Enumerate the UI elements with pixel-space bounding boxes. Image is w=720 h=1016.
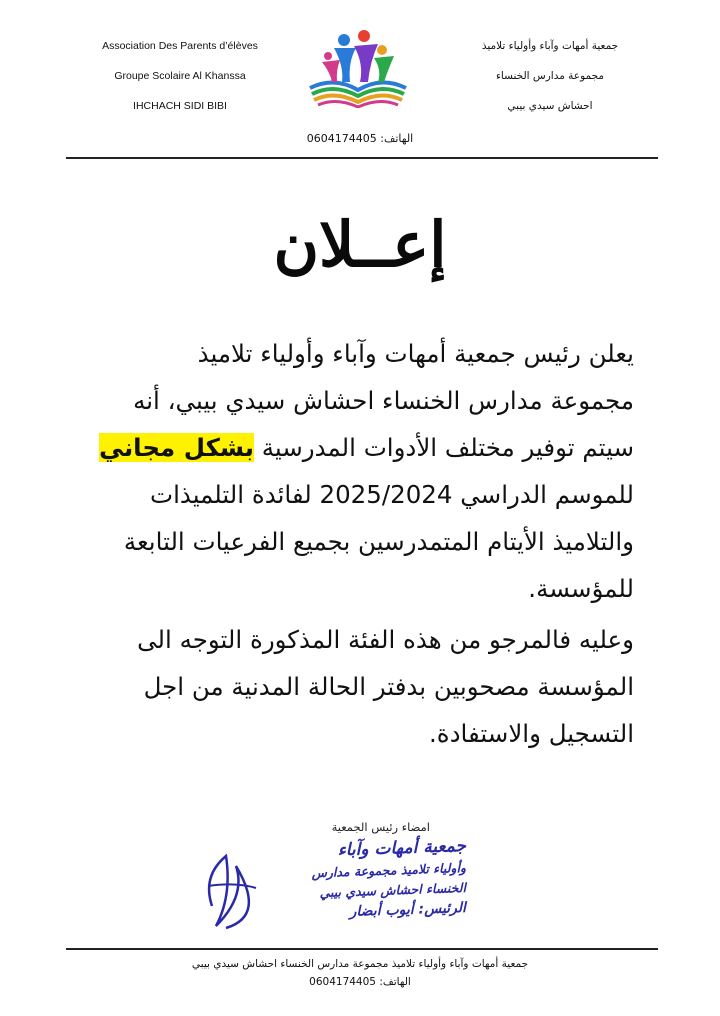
announcement-line: للمؤسسة. [528, 574, 634, 603]
stamp-line: الرئيس: أيوب أبضار [349, 899, 467, 921]
announcement-title: إعــلان [273, 208, 447, 281]
instructions-line: المؤسسة مصحوبين بدفتر الحالة المدنية من اجل [143, 672, 634, 701]
logo-icon [304, 26, 412, 108]
stamp-line: جمعية أمهات وآباء [337, 835, 467, 861]
president-stamp [196, 836, 466, 936]
announcement-line: والتلاميذ الأيتام المتمدرسين بجميع الفرعيات التابعة [123, 527, 634, 556]
announcement-line: مجموعة مدارس الخنساء احشاش سيدي بيبي، أنه [133, 386, 634, 415]
header-divider [66, 157, 658, 159]
footer-divider [66, 948, 658, 950]
announcement-line: للموسم الدراسي 2025/2024 لفائدة التلميذات [150, 480, 634, 509]
school-group-fr: Groupe Scolaire Al Khanssa [114, 70, 246, 82]
location-ar: احشاش سيدي بيبي [507, 100, 593, 112]
signature-label: امضاء رئيس الجمعية [331, 820, 430, 834]
stamp-line: الخنساء احشاش سيدي بيبي [319, 879, 467, 901]
association-name-ar: جمعية أمهات وآباء وأولياء تلاميذ [481, 40, 619, 52]
announcement-line-text: سيتم توفير مختلف الأدوات المدرسية [253, 433, 634, 462]
footer-phone: الهاتف: 0604174405 [309, 976, 411, 988]
header-phone: الهاتف: 0604174405 [306, 132, 414, 145]
footer-association: جمعية أمهات وآباء وأولياء تلاميذ مجموعة مدارس الخنساء احشاش سيدي بيبي [191, 958, 529, 970]
announcement-paragraph [86, 330, 634, 612]
instructions-line: وعليه فالمرجو من هذه الفئة المذكورة التوجه الى [137, 625, 634, 654]
instructions-paragraph [86, 616, 634, 757]
stamp-line: وأولياء تلاميذ مجموعة مدارس [311, 859, 467, 881]
school-group-ar: مجموعة مدارس الخنساء [496, 70, 604, 82]
announcement-line: يعلن رئيس جمعية أمهات وآباء وأولياء تلاميذ [197, 339, 634, 368]
association-name-fr: Association Des Parents d’élèves [102, 40, 258, 52]
announcement-line-highlight [86, 424, 634, 471]
location-fr: IHCHACH SIDI BIBI [133, 100, 227, 112]
instructions-line: التسجيل والاستفادة. [429, 719, 634, 748]
free-highlight: بشكل مجاني [99, 433, 254, 462]
